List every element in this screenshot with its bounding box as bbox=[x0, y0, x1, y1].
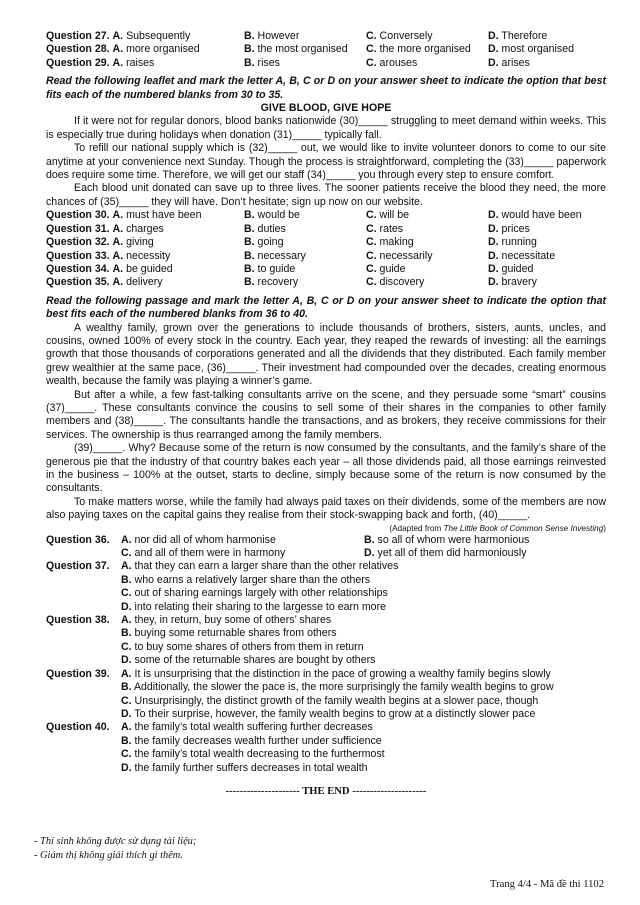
leaflet-title: GIVE BLOOD, GIVE HOPE bbox=[260, 102, 392, 115]
option-b: the family decreases wealth further under sufficience bbox=[134, 734, 382, 747]
option-b: Additionally, the slower the pace is, the more surprisingly the family wealth begins to grow bbox=[133, 681, 554, 694]
question-label: Question 27. bbox=[46, 30, 110, 42]
question-row: Question 28. A. more organised B. the most organised C. the more organised D. most organised bbox=[46, 43, 574, 56]
option-a: Subsequently bbox=[126, 30, 191, 42]
source-suffix: ) bbox=[603, 523, 606, 533]
option-c: rates bbox=[379, 222, 404, 235]
option-a: necessity bbox=[126, 249, 171, 262]
option-b: buying some returnable shares from others bbox=[134, 627, 337, 640]
paragraph: Each blood unit donated can save up to three lives. The sooner patients receive the blood they need, the more chances of (35)_____ they will have. Don’t hesitate; sign up now on our website. bbox=[46, 182, 606, 208]
option-a: It is unsurprising that the distinction in the pace of growing a wealthy family begins slowly bbox=[134, 667, 551, 680]
option-b: duties bbox=[257, 222, 286, 235]
option-c: to buy some shares of others from them in return bbox=[134, 640, 364, 653]
option-d: running bbox=[501, 236, 537, 249]
question-row: Question 35. A. delivery B. recovery C. discovery D. bravery bbox=[46, 276, 537, 289]
option-b: necessary bbox=[257, 249, 306, 262]
option-c: Unsurprisingly, the distinct growth of the family wealth begins at a slower pace, though bbox=[134, 694, 539, 707]
question-label: Question 37. bbox=[46, 560, 110, 573]
option-a: the family’s total wealth suffering further decreases bbox=[134, 721, 373, 734]
option-c: arouses bbox=[379, 56, 418, 69]
option-d: some of the returnable shares are bought by others bbox=[134, 654, 376, 667]
option-b: going bbox=[257, 236, 284, 249]
paragraph: (39)_____. Why? Because some of the return is now consumed by the consultants, and the family’s share of the generous pie that the industry of that country bakes each year – all those dividends paid, all those earnings reinvested in the business – 100% at the outset, starts to decline, simply because some of the return is now consumed by the consultants. bbox=[46, 442, 606, 495]
question-row: Question 27. A. Subsequently B. However C. Conversely D. Therefore bbox=[46, 30, 548, 42]
question-row: Question 32. A. giving B. going C. making D. running bbox=[46, 236, 537, 249]
source-title: The Little Book of Common Sense Investing bbox=[443, 523, 604, 533]
question-39: Question 39. A. It is unsurprising that the distinction in the pace of growing a wealthy family begins slowly B. Additionally, the slower the pace is, the more surprisingly the family wealth begins to grow C. Unsurprisingly, the distinct growth of the family wealth begins at a slower pace, though D. To their surprise, however, the family wealth begins to grow at a distinctly slower pace bbox=[46, 667, 554, 720]
question-40: Question 40. A. the family’s total wealth suffering further decreases B. the family decreases wealth further under sufficience C. the family’s total wealth decreasing to the furthermost D. the family further suffers decreases in total wealth bbox=[46, 721, 385, 774]
paragraph: To refill our national supply which is (32)_____ out, we would like to invite volunteer donors to come to our site anytime at your convenience next Sunday. Though the process is straightforward, completing the (33)_____ paperwork does require some time. Therefore, we will get our staff (34)_____ you through every step to ensure comfort. bbox=[46, 142, 606, 182]
option-c: Conversely bbox=[379, 30, 433, 42]
option-c: and all of them were in harmony bbox=[134, 547, 286, 560]
question-label: Question 35. bbox=[46, 276, 110, 289]
page-footer: Trang 4/4 - Mã đề thi 1102 bbox=[490, 879, 604, 890]
option-c: making bbox=[379, 236, 414, 249]
option-c: will be bbox=[379, 209, 409, 222]
question-38: Question 38. A. they, in return, buy some of others’ shares B. buying some returnable shares from others C. to buy some shares of others from them in return D. some of the returnable shares are bought by others bbox=[46, 614, 376, 667]
option-d: guided bbox=[501, 262, 534, 275]
question-label: Question 38. bbox=[46, 614, 110, 627]
exam-notes bbox=[34, 834, 196, 862]
source-citation bbox=[46, 523, 606, 534]
question-37: Question 37. A. that they can earn a larger share than the other relatives B. who earns a relatively larger share than the others C. out of sharing earnings largely with other relationships D. into relating their sharing to the largesse to earn more bbox=[46, 560, 399, 613]
option-d: bravery bbox=[501, 276, 537, 289]
question-label: Question 32. bbox=[46, 236, 110, 249]
question-36: Question 36. A. nor did all of whom harmonise B. so all of whom were harmonious C. and all of them were in harmony D. yet all of them did harmoniously bbox=[46, 533, 530, 560]
question-label: Question 28. bbox=[46, 43, 110, 56]
question-row: Question 30. A. must have been B. would be C. will be D. would have been bbox=[46, 209, 582, 222]
option-d: To their surprise, however, the family wealth begins to grow at a distinctly slower pace bbox=[134, 707, 536, 720]
option-a: charges bbox=[126, 222, 164, 235]
option-d: arises bbox=[501, 56, 530, 69]
option-b: who earns a relatively larger share than the others bbox=[134, 573, 371, 586]
question-label: Question 36. bbox=[46, 533, 110, 546]
end-marker: --------------------- THE END --------------------- bbox=[225, 785, 427, 797]
option-a: nor did all of whom harmonise bbox=[134, 533, 276, 546]
option-a: must have been bbox=[126, 209, 202, 222]
question-label: Question 33. bbox=[46, 249, 110, 262]
option-d: into relating their sharing to the largesse to earn more bbox=[134, 600, 386, 613]
note-line: - Giám thị không giải thích gì thêm. bbox=[34, 850, 183, 861]
question-label: Question 34. bbox=[46, 262, 110, 275]
option-a: delivery bbox=[126, 276, 163, 289]
section-instruction: Read the following leaflet and mark the letter A, B, C or D on your answer sheet to indicate the option that best fits each of the numbered blanks from 30 to 35. bbox=[46, 75, 606, 101]
option-c: guide bbox=[379, 262, 406, 275]
question-label: Question 31. bbox=[46, 222, 110, 235]
option-b: would be bbox=[257, 209, 300, 222]
option-c: out of sharing earnings largely with other relationships bbox=[134, 587, 388, 600]
option-a: they, in return, buy some of others’ shares bbox=[134, 614, 332, 627]
option-c: necessarily bbox=[379, 249, 433, 262]
option-d: necessitate bbox=[501, 249, 556, 262]
option-a: that they can earn a larger share than the other relatives bbox=[134, 560, 399, 573]
paragraph: If it were not for regular donors, blood banks nationwide (30)_____ struggling to meet demand within weeks. This is especially true during holidays when donation (31)_____ typically fall. bbox=[46, 115, 606, 141]
paragraph: A wealthy family, grown over the generations to include thousands of brothers, sisters, aunts, uncles, and cousins, owned 100% of every stock in the country. Each year, they reaped the rewards of investing: all the earnings growth that those thousands of corporations generated and all the dividends that they distributed. Each family member grew wealthier at the same pace, (36)_____. Their investment had compounded over the decades, creating enormous wealth, because the family was playing a winner’s game. bbox=[46, 321, 606, 388]
paragraph: To make matters worse, while the family had always paid taxes on their dividends, some of the members are now also paying taxes on the capital gains they realise from their stock-swapping back and forth, (40)_____. bbox=[46, 495, 606, 522]
option-d: yet all of them did harmoniously bbox=[377, 547, 527, 560]
option-d: the family further suffers decreases in total wealth bbox=[134, 761, 368, 774]
question-label: Question 39. bbox=[46, 667, 110, 680]
question-label: Question 29. bbox=[46, 56, 110, 69]
option-c: discovery bbox=[379, 276, 425, 289]
paragraph: But after a while, a few fast-talking consultants arrive on the scene, and they persuade some “smart” cousins (37)_____. These consultants convince the cousins to sell some of their shares in the companies to other family members and (38)_____. The consultants handle the transactions, and as brokers, they receive commissions for their services. The ownership is thus rearranged among the family members. bbox=[46, 388, 606, 441]
option-b: the most organised bbox=[257, 43, 348, 56]
option-a: raises bbox=[126, 56, 155, 69]
option-d: most organised bbox=[501, 43, 574, 56]
question-row: Question 29. A. raises B. rises C. arouses D. arises bbox=[46, 56, 530, 69]
exam-page bbox=[46, 30, 606, 798]
option-d: would have been bbox=[501, 209, 582, 222]
option-b: so all of whom were harmonious bbox=[377, 533, 530, 546]
option-c: the more organised bbox=[379, 43, 471, 56]
option-a: giving bbox=[126, 236, 154, 249]
option-c: the family’s total wealth decreasing to the furthermost bbox=[134, 748, 385, 761]
question-row: Question 31. A. charges B. duties C. rates D. prices bbox=[46, 222, 530, 235]
option-d: prices bbox=[501, 222, 530, 235]
option-d: Therefore bbox=[501, 30, 548, 42]
note-line: - Thí sinh không được sử dụng tài liệu; bbox=[34, 836, 197, 847]
source-prefix: (Adapted from bbox=[389, 523, 444, 533]
option-b: However bbox=[257, 30, 300, 42]
question-label: Question 30. bbox=[46, 209, 110, 222]
option-a: more organised bbox=[126, 43, 200, 56]
section1-questions bbox=[46, 209, 606, 289]
option-b: recovery bbox=[257, 276, 299, 289]
question-row: Question 33. A. necessity B. necessary C. necessarily D. necessitate bbox=[46, 249, 556, 262]
option-b: rises bbox=[257, 56, 280, 69]
section-instruction: Read the following passage and mark the letter A, B, C or D on your answer sheet to indicate the option that best fits each of the numbered blanks from 36 to 40. bbox=[46, 294, 606, 321]
top-questions bbox=[46, 30, 606, 70]
question-row: Question 34. A. be guided B. to guide C. guide D. guided bbox=[46, 262, 534, 275]
option-a: be guided bbox=[126, 262, 173, 275]
question-label: Question 40. bbox=[46, 721, 110, 734]
option-b: to guide bbox=[257, 262, 296, 275]
